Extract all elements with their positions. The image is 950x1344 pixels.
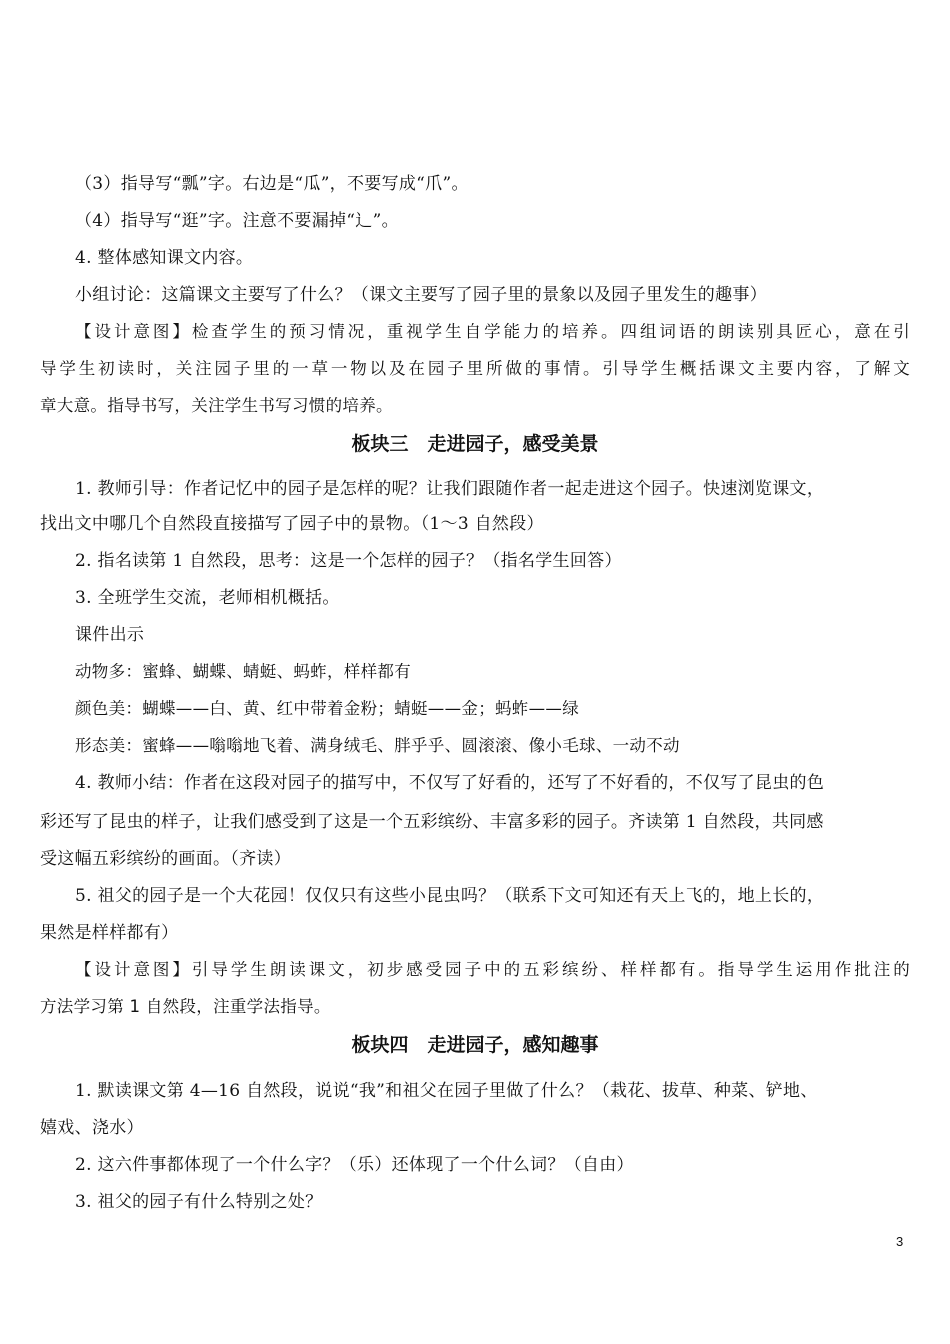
paragraph-line: （4）指导写“逛”字。注意不要漏掉“辶”。 bbox=[75, 211, 399, 231]
paragraph-line: 受这幅五彩缤纷的画面。（齐读） bbox=[40, 849, 291, 869]
courseware-line: 颜色美：蝴蝶——白、黄、红中带着金粉；蜻蜓——金；蚂蚱——绿 bbox=[75, 699, 579, 718]
paragraph-line: 3. 全班学生交流，老师相机概括。 bbox=[75, 588, 340, 608]
paragraph-line: 1. 默读课文第 4—16 自然段，说说“我”和祖父在园子里做了什么？（栽花、拔草、种菜、铲地、 bbox=[75, 1081, 818, 1101]
design-intent-line: 方法学习第 1 自然段，注重学法指导。 bbox=[40, 997, 331, 1016]
courseware-line: 动物多：蜜蜂、蝴蝶、蜻蜓、蚂蚱，样样都有 bbox=[75, 662, 411, 681]
paragraph-line: 嬉戏、浇水） bbox=[40, 1118, 144, 1138]
paragraph-line: （3）指导写“瓢”字。右边是“瓜”，不要写成“爪”。 bbox=[75, 174, 469, 194]
paragraph-line: 5. 祖父的园子是一个大花园！仅仅只有这些小昆虫吗？（联系下文可知还有天上飞的，地上长的， bbox=[75, 886, 825, 906]
page-number: 3 bbox=[896, 1234, 904, 1249]
paragraph-line: 1. 教师引导：作者记忆中的园子是怎样的呢？让我们跟随作者一起走进这个园子。快速浏览课文， bbox=[75, 479, 825, 499]
section-heading: 板块三 走进园子，感受美景 bbox=[351, 433, 599, 455]
paragraph-line: 彩还写了昆虫的样子，让我们感受到了这是一个五彩缤纷、丰富多彩的园子。齐读第 1 自然段，共同感 bbox=[40, 812, 824, 832]
paragraph-line: 找出文中哪几个自然段直接描写了园子中的景物。（1～3 自然段） bbox=[40, 514, 544, 534]
design-intent-line: 【设计意图】检查学生的预习情况，重视学生自学能力的培养。四组词语的朗读别具匠心，意在引 bbox=[75, 322, 910, 341]
paragraph-line: 小组讨论：这篇课文主要写了什么？（课文主要写了园子里的景象以及园子里发生的趣事） bbox=[75, 285, 767, 305]
design-intent-line: 【设计意图】引导学生朗读课文，初步感受园子中的五彩缤纷、样样都有。指导学生运用作批注的 bbox=[75, 960, 910, 979]
paragraph-line: 4. 整体感知课文内容。 bbox=[75, 248, 254, 268]
paragraph-line: 果然是样样都有） bbox=[40, 923, 179, 943]
section-heading: 板块四 走进园子，感知趣事 bbox=[351, 1034, 599, 1056]
paragraph-line: 3. 祖父的园子有什么特别之处？ bbox=[75, 1192, 323, 1212]
paragraph-line: 课件出示 bbox=[75, 625, 145, 645]
design-intent-line: 章大意。指导书写，关注学生书写习惯的培养。 bbox=[40, 396, 393, 415]
paragraph-line: 2. 指名读第 1 自然段，思考：这是一个怎样的园子？（指名学生回答） bbox=[75, 551, 622, 571]
courseware-line: 形态美：蜜蜂——嗡嗡地飞着、满身绒毛、胖乎乎、圆滚滚、像小毛球、一动不动 bbox=[75, 736, 680, 755]
design-intent-line: 导学生初读时，关注园子里的一草一物以及在园子里所做的事情。引导学生概括课文主要内容，了解文 bbox=[40, 359, 910, 378]
paragraph-line: 2. 这六件事都体现了一个什么字？（乐）还体现了一个什么词？（自由） bbox=[75, 1155, 634, 1175]
paragraph-line: 4. 教师小结：作者在这段对园子的描写中，不仅写了好看的，还写了不好看的，不仅写了昆虫的色 bbox=[75, 773, 825, 793]
